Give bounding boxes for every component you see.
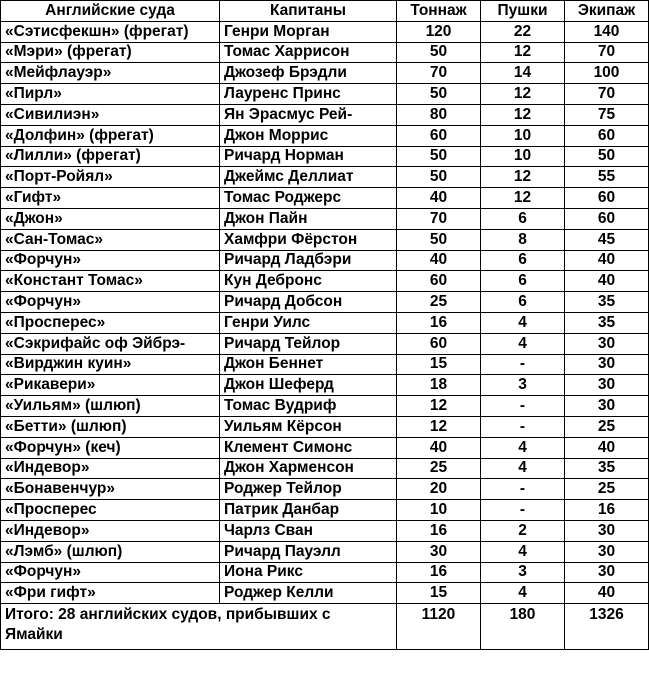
cell-tonnage: 16 [397,562,481,583]
cell-crew: 30 [565,333,649,354]
cell-ship: «Сэкрифайс оф Эйбрэ- [1,333,220,354]
cell-guns: 12 [481,167,565,188]
cell-guns: 4 [481,541,565,562]
table-row [1,562,649,583]
cell-guns: 8 [481,229,565,250]
cell-ship: «Форчун» [1,562,220,583]
cell-captain: Уильям Кёрсон [220,416,397,437]
cell-ship: «Форчун» [1,250,220,271]
total-crew: 1326 [565,604,649,650]
cell-crew: 30 [565,541,649,562]
cell-captain: Роджер Келли [220,583,397,604]
cell-guns: 6 [481,271,565,292]
cell-guns: - [481,396,565,417]
cell-crew: 60 [565,125,649,146]
cell-ship: «Бонавенчур» [1,479,220,500]
cell-tonnage: 60 [397,333,481,354]
table-row [1,188,649,209]
cell-crew: 30 [565,375,649,396]
table-row [1,84,649,105]
cell-captain: Джон Пайн [220,208,397,229]
cell-crew: 40 [565,583,649,604]
cell-tonnage: 40 [397,188,481,209]
cell-ship: «Форчун» (кеч) [1,437,220,458]
cell-tonnage: 25 [397,292,481,313]
table-row [1,167,649,188]
cell-tonnage: 16 [397,312,481,333]
cell-ship: «Уильям» (шлюп) [1,396,220,417]
cell-ship: «Порт-Ройял» [1,167,220,188]
header-guns: Пушки [481,1,565,22]
cell-crew: 40 [565,250,649,271]
table-row [1,250,649,271]
cell-ship: «Пирл» [1,84,220,105]
cell-ship: «Рикавери» [1,375,220,396]
table-row [1,500,649,521]
cell-captain: Клемент Симонс [220,437,397,458]
cell-ship: «Индевор» [1,458,220,479]
cell-tonnage: 50 [397,229,481,250]
cell-tonnage: 15 [397,583,481,604]
table-row [1,479,649,500]
table-row [1,63,649,84]
table-row [1,208,649,229]
cell-captain: Джозеф Брэдли [220,63,397,84]
table-row [1,354,649,375]
cell-captain: Томас Роджерс [220,188,397,209]
cell-crew: 35 [565,312,649,333]
table-row [1,104,649,125]
cell-tonnage: 60 [397,271,481,292]
cell-tonnage: 70 [397,63,481,84]
table-header-row [1,1,649,22]
total-row [1,604,649,650]
cell-crew: 100 [565,63,649,84]
cell-captain: Томас Харрисон [220,42,397,63]
table-row [1,541,649,562]
cell-ship: «Мейфлауэр» [1,63,220,84]
cell-captain: Ричард Норман [220,146,397,167]
cell-crew: 75 [565,104,649,125]
cell-ship: «Джон» [1,208,220,229]
cell-tonnage: 50 [397,84,481,105]
cell-guns: 12 [481,188,565,209]
cell-guns: 22 [481,21,565,42]
cell-tonnage: 25 [397,458,481,479]
table-row [1,520,649,541]
cell-guns: 6 [481,208,565,229]
cell-tonnage: 60 [397,125,481,146]
cell-guns: 14 [481,63,565,84]
cell-crew: 140 [565,21,649,42]
cell-ship: «Просперес [1,500,220,521]
cell-ship: «Сивилиэн» [1,104,220,125]
cell-guns: 12 [481,42,565,63]
cell-ship: «Индевор» [1,520,220,541]
table-row [1,458,649,479]
cell-crew: 25 [565,416,649,437]
cell-captain: Патрик Данбар [220,500,397,521]
cell-ship: «Гифт» [1,188,220,209]
table-row [1,333,649,354]
cell-captain: Ричард Ладбэри [220,250,397,271]
cell-crew: 35 [565,458,649,479]
cell-crew: 70 [565,42,649,63]
cell-ship: «Лилли» (фрегат) [1,146,220,167]
cell-ship: «Лэмб» (шлюп) [1,541,220,562]
cell-captain: Ричард Пауэлл [220,541,397,562]
cell-crew: 30 [565,354,649,375]
cell-guns: 10 [481,125,565,146]
cell-ship: «Сан-Томас» [1,229,220,250]
cell-guns: 4 [481,437,565,458]
cell-captain: Джон Беннет [220,354,397,375]
cell-captain: Джеймс Деллиат [220,167,397,188]
header-tonnage: Тоннаж [397,1,481,22]
cell-ship: «Долфин» (фрегат) [1,125,220,146]
cell-captain: Джон Харменсон [220,458,397,479]
header-captain: Капитаны [220,1,397,22]
cell-guns: - [481,500,565,521]
cell-crew: 25 [565,479,649,500]
cell-tonnage: 40 [397,437,481,458]
cell-crew: 30 [565,520,649,541]
cell-guns: 4 [481,312,565,333]
cell-captain: Ян Эрасмус Рей- [220,104,397,125]
cell-guns: 4 [481,333,565,354]
cell-ship: «Мэри» (фрегат) [1,42,220,63]
cell-captain: Роджер Тейлор [220,479,397,500]
cell-guns: - [481,416,565,437]
cell-tonnage: 40 [397,250,481,271]
cell-tonnage: 15 [397,354,481,375]
cell-captain: Иона Рикс [220,562,397,583]
cell-captain: Лауренс Принс [220,84,397,105]
cell-crew: 70 [565,84,649,105]
cell-guns: 3 [481,562,565,583]
table-row [1,21,649,42]
cell-guns: 2 [481,520,565,541]
cell-tonnage: 12 [397,416,481,437]
cell-crew: 30 [565,396,649,417]
table-row [1,416,649,437]
cell-tonnage: 50 [397,167,481,188]
cell-guns: 4 [481,458,565,479]
cell-tonnage: 18 [397,375,481,396]
header-ship: Английские суда [1,1,220,22]
cell-tonnage: 70 [397,208,481,229]
cell-captain: Генри Морган [220,21,397,42]
table-row [1,42,649,63]
table-row [1,312,649,333]
cell-tonnage: 30 [397,541,481,562]
cell-guns: 3 [481,375,565,396]
cell-captain: Генри Уилс [220,312,397,333]
cell-ship: «Просперес» [1,312,220,333]
cell-crew: 50 [565,146,649,167]
cell-ship: «Бетти» (шлюп) [1,416,220,437]
cell-tonnage: 20 [397,479,481,500]
cell-ship: «Констант Томас» [1,271,220,292]
cell-guns: - [481,479,565,500]
table-row [1,375,649,396]
cell-tonnage: 50 [397,42,481,63]
cell-crew: 60 [565,208,649,229]
header-crew: Экипаж [565,1,649,22]
cell-guns: 10 [481,146,565,167]
cell-guns: 12 [481,84,565,105]
cell-crew: 35 [565,292,649,313]
cell-captain: Хамфри Фёрстон [220,229,397,250]
cell-crew: 55 [565,167,649,188]
total-tonnage: 1120 [397,604,481,650]
cell-captain: Джон Шеферд [220,375,397,396]
cell-captain: Томас Вудриф [220,396,397,417]
cell-guns: 6 [481,292,565,313]
table-row [1,583,649,604]
cell-captain: Ричард Добсон [220,292,397,313]
cell-tonnage: 16 [397,520,481,541]
cell-ship: «Форчун» [1,292,220,313]
cell-ship: «Вирджин куин» [1,354,220,375]
cell-crew: 40 [565,271,649,292]
total-guns: 180 [481,604,565,650]
table-row [1,271,649,292]
table-row [1,396,649,417]
cell-crew: 60 [565,188,649,209]
table-row [1,229,649,250]
cell-captain: Кун Дебронс [220,271,397,292]
cell-crew: 45 [565,229,649,250]
cell-tonnage: 120 [397,21,481,42]
cell-tonnage: 80 [397,104,481,125]
cell-ship: «Сэтисфекшн» (фрегат) [1,21,220,42]
table-row [1,437,649,458]
total-label: Итого: 28 английских судов, прибывших с Ямайки [1,604,397,650]
cell-tonnage: 12 [397,396,481,417]
cell-guns: 4 [481,583,565,604]
cell-guns: 12 [481,104,565,125]
table-row [1,292,649,313]
table-row [1,125,649,146]
cell-tonnage: 50 [397,146,481,167]
cell-captain: Джон Моррис [220,125,397,146]
table-body [1,21,649,603]
cell-guns: 6 [481,250,565,271]
cell-guns: - [481,354,565,375]
cell-crew: 16 [565,500,649,521]
cell-crew: 40 [565,437,649,458]
cell-ship: «Фри гифт» [1,583,220,604]
cell-captain: Ричард Тейлор [220,333,397,354]
table-row [1,146,649,167]
cell-captain: Чарлз Сван [220,520,397,541]
cell-tonnage: 10 [397,500,481,521]
cell-crew: 30 [565,562,649,583]
